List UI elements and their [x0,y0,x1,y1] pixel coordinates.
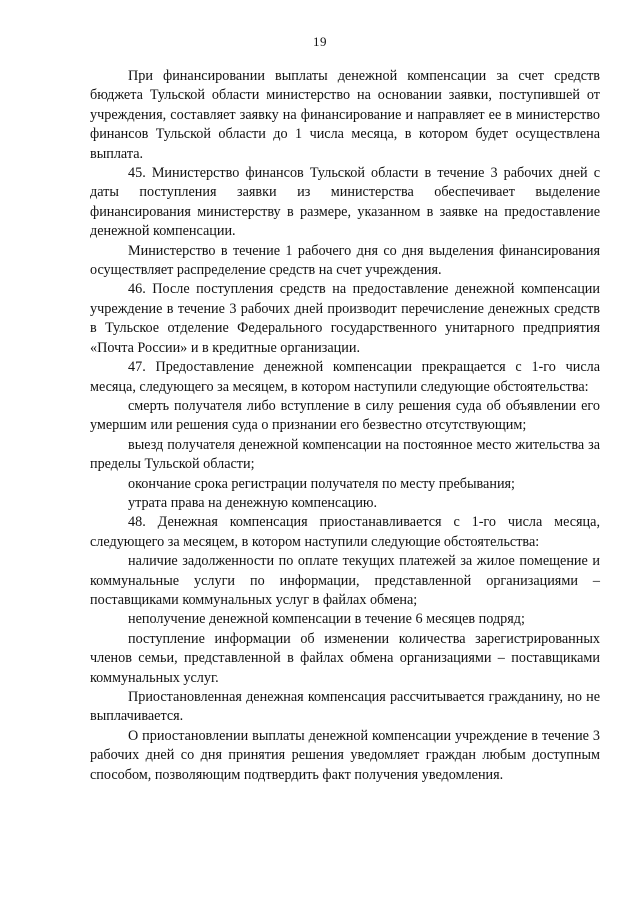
paragraph: 48. Денежная компенсация приостанавливается с 1-го числа месяца, следующего за месяцем, в котором наступили следующие обстоятельства: [90,514,600,550]
paragraph: Министерство в течение 1 рабочего дня со дня выделения финансирования осуществляет распределение средств на счет учреждения. [90,242,600,279]
document-body [90,67,600,785]
paragraph: Приостановленная денежная компенсация рассчитывается гражданину, но не выплачивается. [90,689,600,725]
paragraph: При финансировании выплаты денежной компенсации за счет средств бюджета Тульской области министерство на основании заявки, поступившей от учреждения, составляет заявку на финансирование и направляет ее в министерство финансов Тульской области до 1 числа месяца, в котором будет осуществлена выплата. [90,68,600,162]
paragraph: 45. Министерство финансов Тульской области в течение 3 рабочих дней с даты поступления заявки из министерства обеспечивает выделение финансирования министерству в размере, указанном в заявке на предоставление денежной компенсации. [90,165,600,240]
list-item: окончание срока регистрации получателя по месту пребывания; [128,475,516,492]
list-item: неполучение денежной компенсации в течение 6 месяцев подряд; [128,611,525,628]
paragraph: О приостановлении выплаты денежной компенсации учреждение в течение 3 рабочих дней со дня принятия решения уведомляет граждан любым доступным способом, позволяющим подтвердить факт получения уведомления. [90,727,600,783]
page-number: 19 [313,34,327,49]
list-item: смерть получателя либо вступление в силу решения суда об объявлении его умершим или решения суда о признании его безвестно отсутствующим; [90,397,600,434]
list-item: поступление информации об изменении количества зарегистрированных членов семьи, представленной в файлах обмена организациями – поставщиками коммунальных услуг. [90,630,600,686]
list-item: выезд получателя денежной компенсации на постоянное место жительства за пределы Тульской области; [90,436,600,473]
list-item: наличие задолженности по оплате текущих платежей за жилое помещение и коммунальные услуги по информации, представленной организациями – поставщиками коммунальных услуг в файлах обмена; [90,553,600,608]
list-item: утрата права на денежную компенсацию. [128,494,378,511]
paragraph: 46. После поступления средств на предоставление денежной компенсации учреждение в течение 3 рабочих дней производит перечисление денежных средств в Тульское отделение Федерального государственного унитарного предприятия «Почта России» и в кредитные организации. [90,281,600,356]
paragraph: 47. Предоставление денежной компенсации прекращается с 1-го числа месяца, следующего за месяцем, в котором наступили следующие обстоятельства: [90,359,600,395]
